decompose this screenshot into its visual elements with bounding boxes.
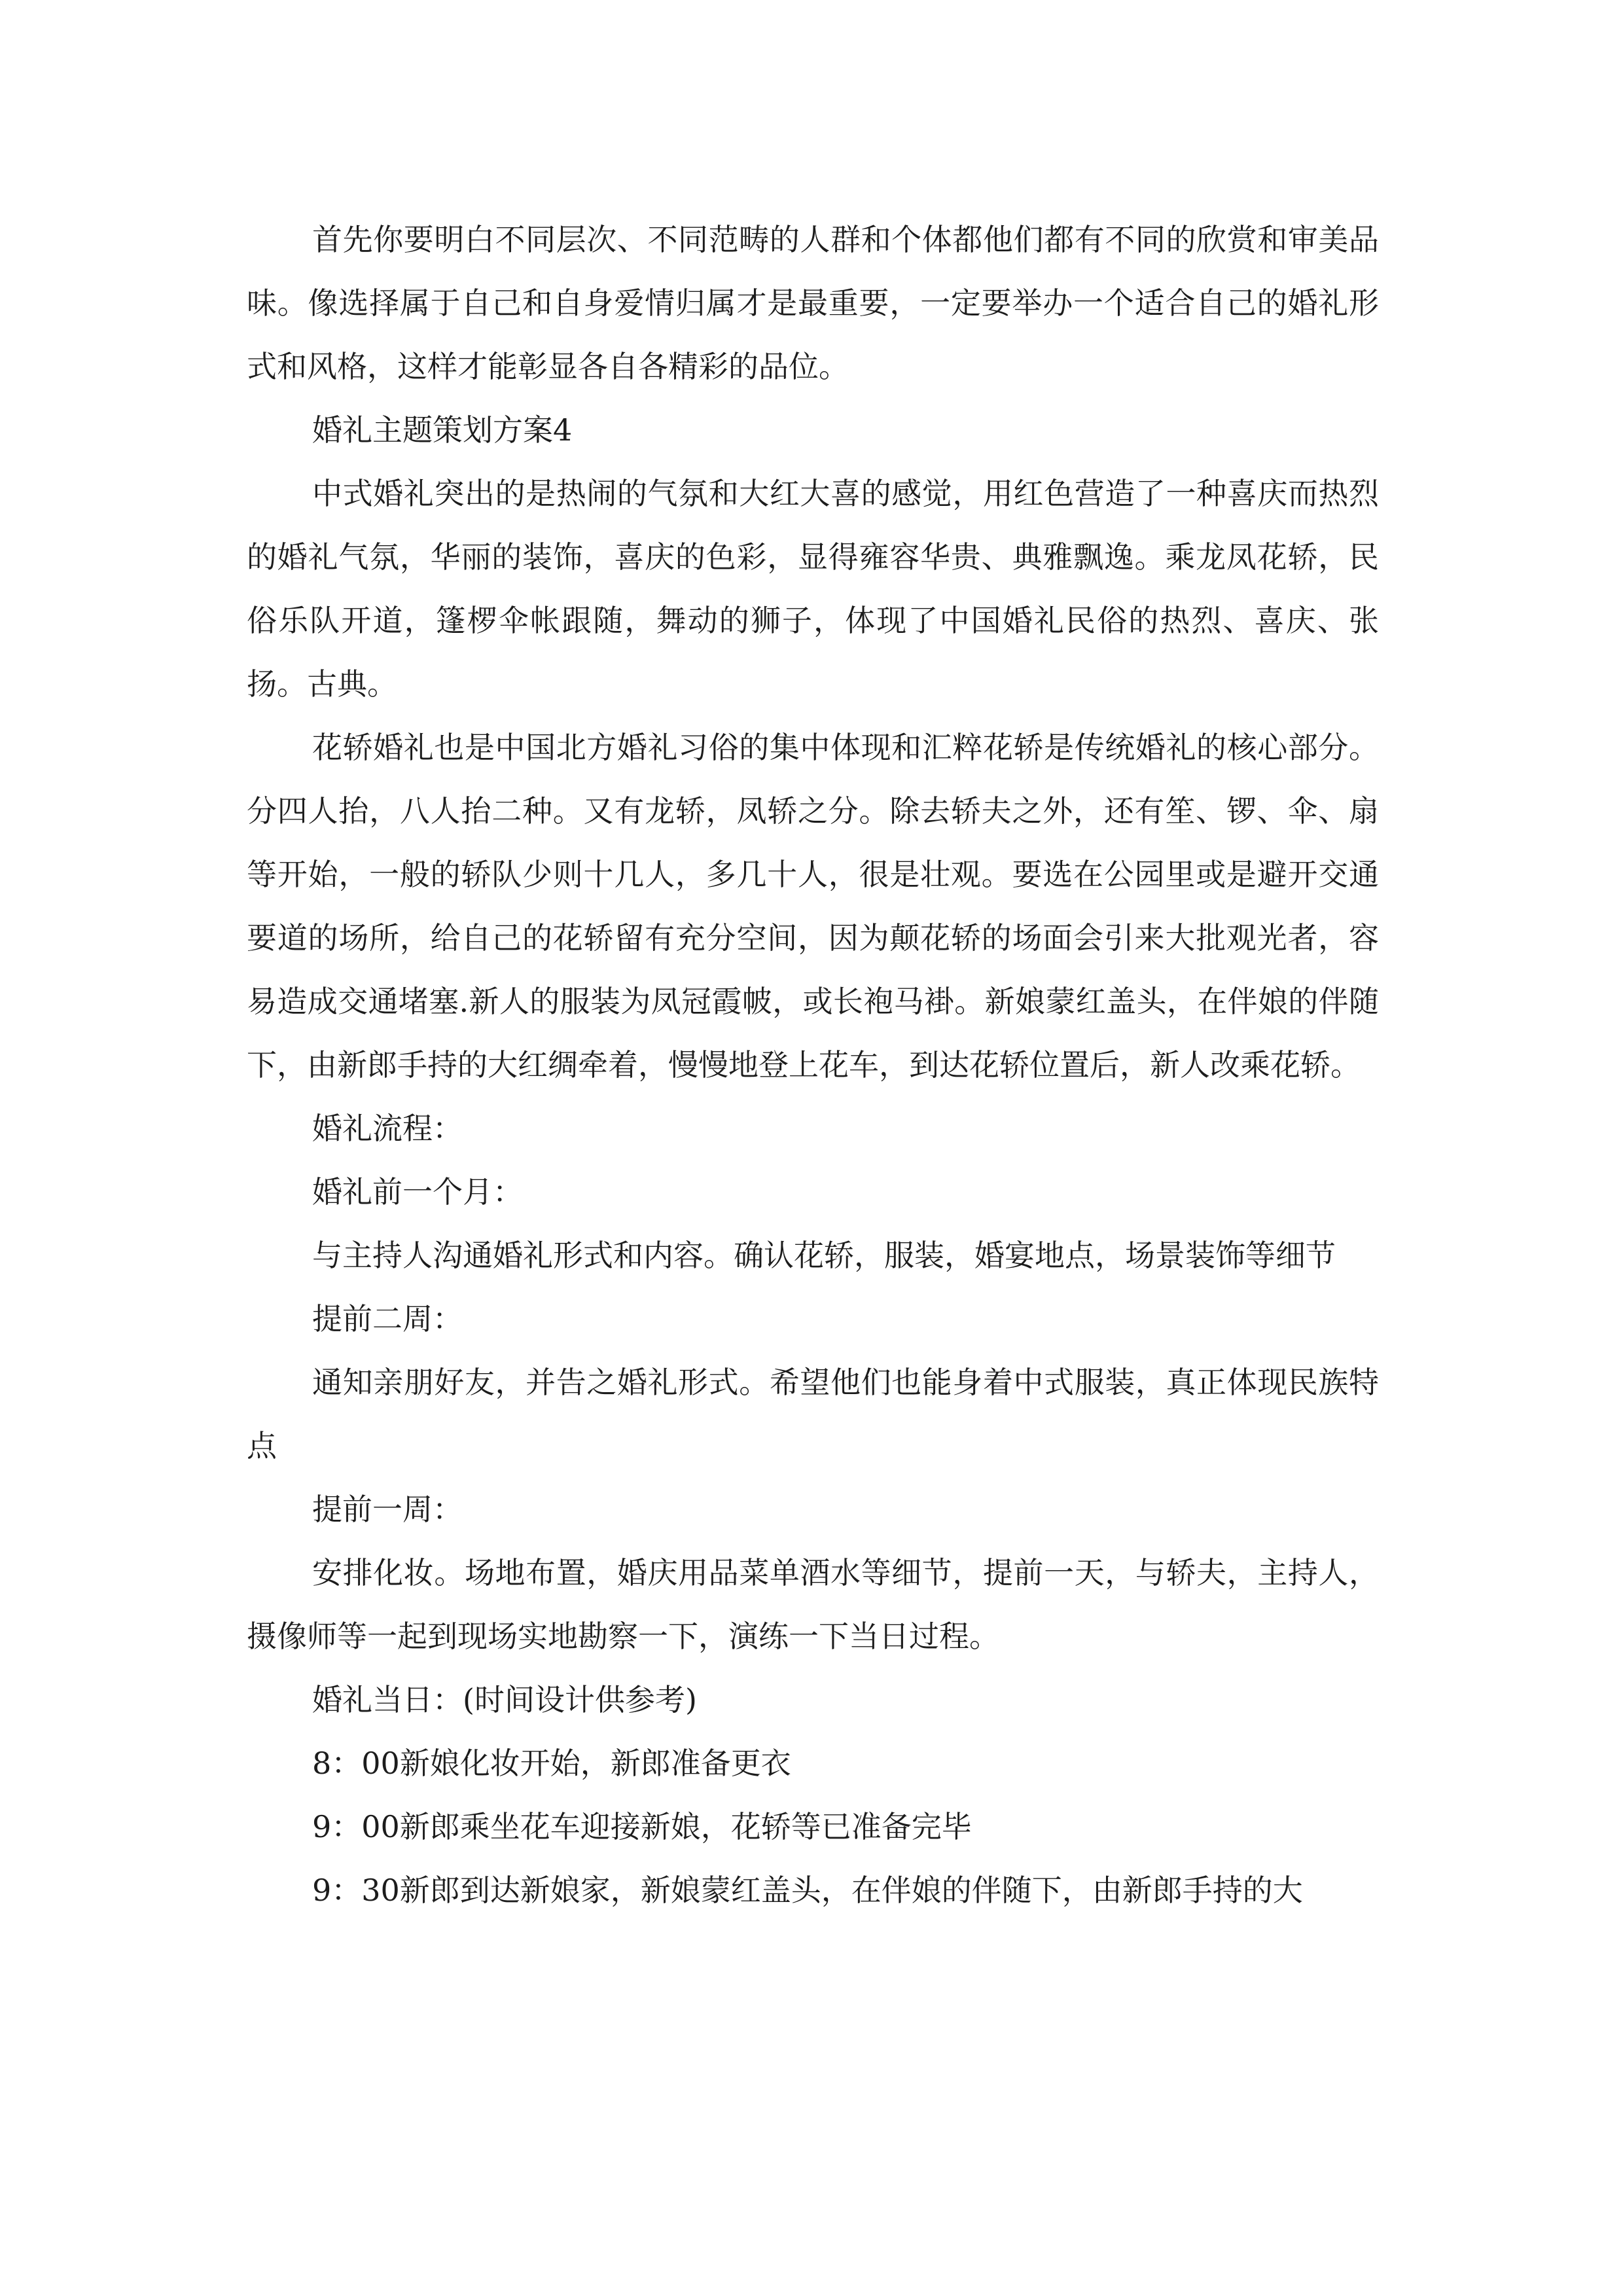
heading-two-weeks-before: 提前二周： bbox=[312, 1301, 463, 1336]
schedule-item: 9：30新郎到达新娘家，新娘蒙红盖头，在伴娘的伴随下，由新郎手持的大 bbox=[312, 1873, 1303, 1908]
paragraph-two-weeks-before: 通知亲朋好友，并告之婚礼形式。希望他们也能身着中式服装，真正体现民族特点 bbox=[247, 1365, 1379, 1463]
paragraph-one-week-before: 安排化妆。场地布置，婚庆用品菜单酒水等细节，提前一天，与轿夫，主持人，摄像师等一起到现场实地勘察一下，演练一下当日过程。 bbox=[247, 1555, 1379, 1654]
document-body bbox=[247, 208, 1379, 1922]
paragraph-sedan-wedding: 花轿婚礼也是中国北方婚礼习俗的集中体现和汇粹花轿是传统婚礼的核心部分。分四人抬，八人抬二种。又有龙轿，凤轿之分。除去轿夫之外，还有笙、锣、伞、扇等开始，一般的轿队少则十几人，多几十人，很是壮观。要选在公园里或是避开交通要道的场所，给自己的花轿留有充分空间，因为颠花轿的场面会引来大批观光者，容易造成交通堵塞.新人的服装为凤冠霞帔，或长袍马褂。新娘蒙红盖头，在伴娘的伴随下，由新郎手持的大红绸牵着，慢慢地登上花车，到达花轿位置后，新人改乘花轿。 bbox=[247, 730, 1379, 1083]
schedule-item: 9：00新郎乘坐花车迎接新娘，花轿等已准备完毕 bbox=[312, 1809, 972, 1844]
heading-wedding-day: 婚礼当日：(时间设计供参考) bbox=[312, 1682, 697, 1717]
paragraph-chinese-wedding: 中式婚礼突出的是热闹的气氛和大红大喜的感觉，用红色营造了一种喜庆而热烈的婚礼气氛，华丽的装饰，喜庆的色彩，显得雍容华贵、典雅飘逸。乘龙凤花轿，民俗乐队开道，篷椤伞帐跟随，舞动的狮子，体现了中国婚礼民俗的热烈、喜庆、张扬。古典。 bbox=[247, 476, 1379, 702]
heading-one-month-before: 婚礼前一个月： bbox=[312, 1174, 523, 1210]
paragraph-one-month-before: 与主持人沟通婚礼形式和内容。确认花轿，服装，婚宴地点，场景装饰等细节 bbox=[312, 1238, 1336, 1273]
schedule-item: 8：00新娘化妆开始，新郎准备更衣 bbox=[312, 1746, 791, 1781]
heading-one-week-before: 提前一周： bbox=[312, 1492, 463, 1527]
section-heading: 婚礼主题策划方案4 bbox=[312, 412, 573, 448]
paragraph-intro: 首先你要明白不同层次、不同范畴的人群和个体都他们都有不同的欣赏和审美品味。像选择属于自己和自身爱情归属才是最重要，一定要举办一个适合自己的婚礼形式和风格，这样才能彰显各自各精彩的品位。 bbox=[247, 222, 1379, 384]
heading-wedding-process: 婚礼流程： bbox=[312, 1111, 463, 1146]
